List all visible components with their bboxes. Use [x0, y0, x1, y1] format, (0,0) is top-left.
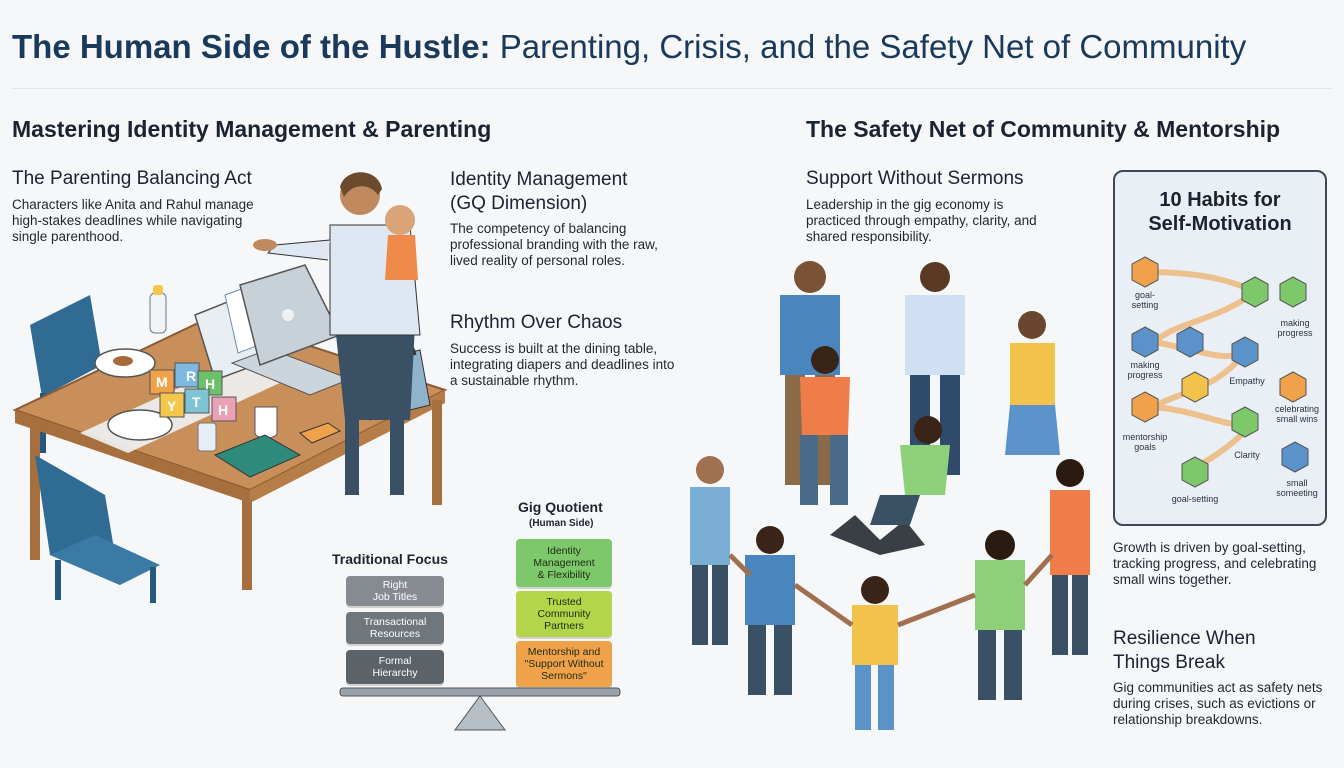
- habit-label: goal-setting: [1171, 494, 1219, 504]
- block-letter: T: [192, 394, 201, 410]
- page-title: The Human Side of the Hustle: Parenting, Crisis, and the Safety Net of Community: [12, 28, 1247, 65]
- chair-front-icon: [35, 455, 160, 603]
- resilience-text: Gig communities act as safety nets during crises, such as evictions or relationship breakdowns.: [1113, 680, 1323, 727]
- right-heading: The Safety Net of Community & Mentorship: [806, 116, 1281, 142]
- traditional-block: Transactional Resources: [346, 612, 444, 644]
- traditional-block: Right Job Titles: [346, 576, 444, 606]
- support-title: Support Without Sermons: [806, 168, 1024, 189]
- habits-card: [1113, 170, 1327, 526]
- dining-table-illustration: [10, 165, 450, 605]
- habit-label: mentorship goals: [1122, 432, 1168, 452]
- gig-quotient-sub: (Human Side): [529, 518, 594, 529]
- habit-label: Clarity: [1234, 450, 1260, 460]
- habit-label: making progress: [1277, 318, 1313, 338]
- block-letter: M: [156, 374, 168, 390]
- gq-block: Identity Management & Flexibility: [516, 539, 612, 587]
- habit-label: goal- setting: [1131, 290, 1159, 310]
- block-letter: Y: [167, 398, 177, 414]
- traditional-focus-label: Traditional Focus: [332, 551, 448, 567]
- support-text: Leadership in the gig economy is practiced through empathy, clarity, and shared responsibility.: [806, 197, 1037, 244]
- divider: [12, 88, 1332, 89]
- rhythm-text: Success is built at the dining table, integrating diapers and deadlines into a sustainable rhythm.: [450, 341, 675, 388]
- resilience-title: Resilience When Things Break: [1113, 628, 1256, 673]
- block-letter: H: [205, 376, 216, 392]
- rhythm-title: Rhythm Over Chaos: [450, 312, 623, 333]
- habits-card-title: 10 Habits for Self-Motivation: [1148, 189, 1292, 235]
- left-heading: Mastering Identity Management & Parenting: [12, 116, 492, 142]
- identity-text: The competency of balancing professional branding with the raw, lived reality of personal roles.: [450, 221, 658, 268]
- block-letter: H: [218, 402, 229, 418]
- parenting-text: Characters like Anita and Rahul manage high-stakes deadlines while navigating single parenthood.: [12, 197, 254, 244]
- traditional-block: Formal Hierarchy: [346, 650, 444, 684]
- habit-label: Empathy: [1229, 376, 1265, 386]
- balance-scale-icon: [335, 680, 625, 740]
- gq-block: Trusted Community Partners: [516, 591, 612, 637]
- habit-label: small someeting: [1276, 478, 1318, 498]
- habit-label: making progress: [1127, 360, 1163, 380]
- gig-quotient-label: Gig Quotient: [518, 499, 603, 515]
- gq-block: Mentorship and "Support Without Sermons": [516, 641, 612, 687]
- habit-label: celebrating small wins: [1274, 404, 1320, 424]
- identity-title: Identity Management (GQ Dimension): [450, 169, 628, 214]
- parenting-title: The Parenting Balancing Act: [12, 168, 252, 189]
- growth-text: Growth is driven by goal-setting, tracking progress, and celebrating small wins together.: [1113, 540, 1317, 587]
- community-circle-illustration: [680, 255, 1100, 735]
- block-letter: R: [186, 368, 197, 384]
